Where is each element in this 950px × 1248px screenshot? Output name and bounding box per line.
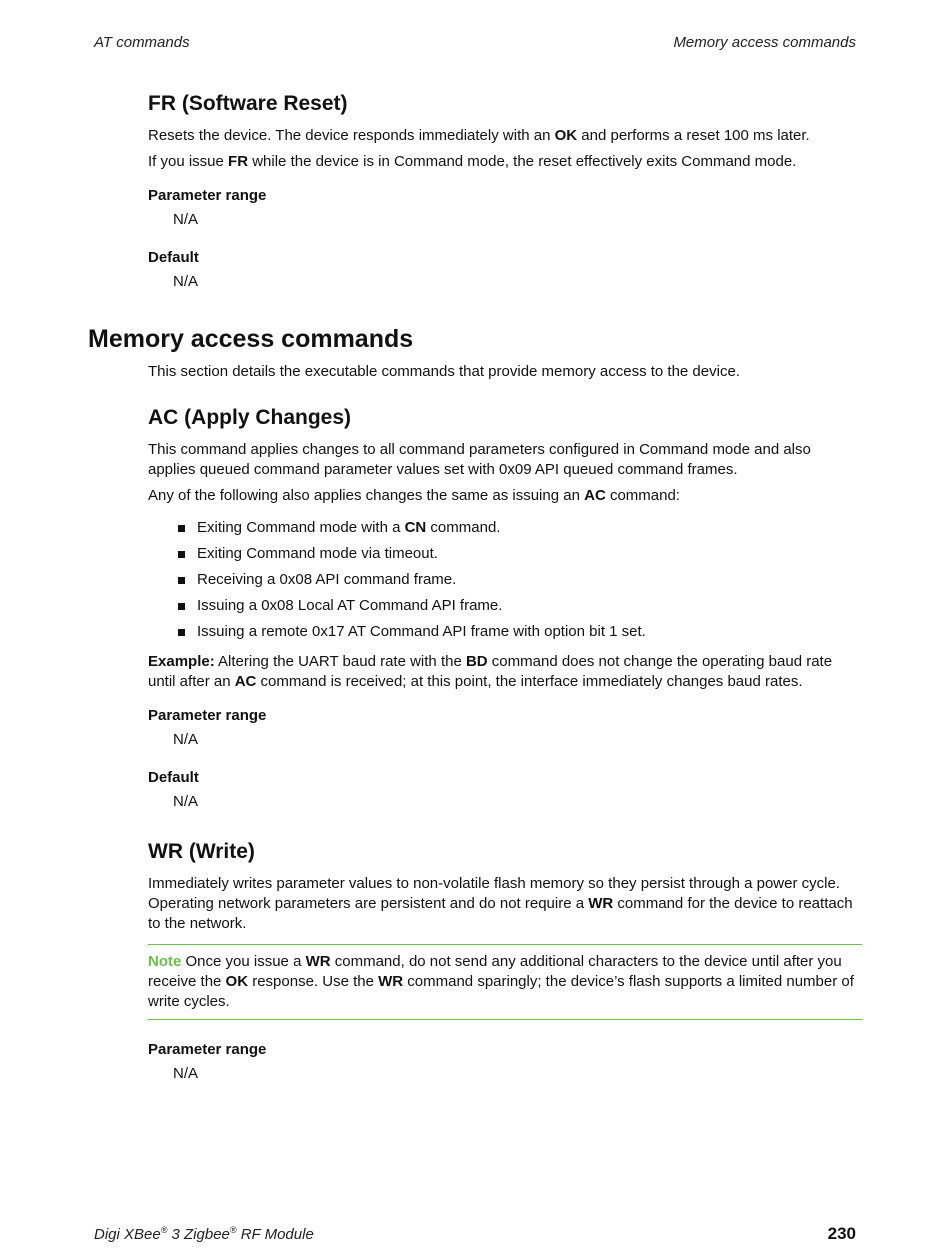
bullet-square-icon xyxy=(178,629,185,636)
bullet-square-icon xyxy=(178,577,185,584)
ac-default-value: N/A xyxy=(173,793,199,810)
ac-heading: AC (Apply Changes) xyxy=(148,406,352,429)
ac-default xyxy=(148,768,862,812)
list-item: Exiting Command mode via timeout. xyxy=(148,544,862,564)
bullet-square-icon xyxy=(178,603,185,610)
ac-bullet-list xyxy=(148,518,862,642)
footer-product-name: Digi XBee® 3 Zigbee® RF Module xyxy=(94,1225,314,1243)
list-item: Issuing a remote 0x17 AT Command API frame with option bit 1 set. xyxy=(148,622,862,642)
fr-section xyxy=(148,90,862,292)
bullet-square-icon xyxy=(178,551,185,558)
list-item: Receiving a 0x08 API command frame. xyxy=(148,570,862,590)
ac-section xyxy=(148,404,862,812)
wr-parameter-range xyxy=(148,1040,862,1084)
wr-paragraph-1: Immediately writes parameter values to non-volatile flash memory so they persist through a power cycle. Operating network parameters are persistent and do not require a WR command for the device to reattach to the network. xyxy=(148,875,853,932)
fr-paragraph-2: If you issue FR while the device is in Command mode, the reset effectively exits Command mode. xyxy=(148,153,797,170)
ac-default-label: Default xyxy=(148,769,199,786)
page-number: 230 xyxy=(827,1224,856,1243)
memory-section xyxy=(88,322,862,382)
wr-param-label: Parameter range xyxy=(148,1041,267,1058)
fr-default-value: N/A xyxy=(173,273,199,290)
memory-intro: This section details the executable commands that provide memory access to the device. xyxy=(148,363,740,380)
list-item: Exiting Command mode with a CN command. xyxy=(148,518,862,538)
memory-heading: Memory access commands xyxy=(88,325,414,353)
fr-heading: FR (Software Reset) xyxy=(148,92,348,115)
page-content xyxy=(88,90,862,1084)
fr-default xyxy=(148,248,862,292)
fr-paragraph-1: Resets the device. The device responds immediately with an OK and performs a reset 100 ms later. xyxy=(148,127,810,144)
list-item: Issuing a 0x08 Local AT Command API frame. xyxy=(148,596,862,616)
header-section: Memory access commands xyxy=(673,34,856,51)
bullet-square-icon xyxy=(178,525,185,532)
note-label: Note xyxy=(148,953,182,970)
wr-section xyxy=(148,838,862,1084)
ac-param-value: N/A xyxy=(173,731,199,748)
wr-param-value: N/A xyxy=(173,1065,199,1082)
fr-parameter-range xyxy=(148,186,862,230)
fr-default-label: Default xyxy=(148,249,199,266)
fr-param-value: N/A xyxy=(173,211,199,228)
ac-example: Example: Altering the UART baud rate with the BD command does not change the operating baud rate until after an AC command is received; at this point, the interface immediately changes baud rates. xyxy=(148,653,833,690)
ac-parameter-range xyxy=(148,706,862,750)
ac-param-label: Parameter range xyxy=(148,707,267,724)
wr-heading: WR (Write) xyxy=(148,840,255,863)
fr-param-label: Parameter range xyxy=(148,187,267,204)
ac-paragraph-1: This command applies changes to all command parameters configured in Command mode and also applies queued command parameter values set with 0x09 API queued command frames. xyxy=(148,441,811,478)
wr-note: Note Once you issue a WR command, do not send any additional characters to the device until after you receive the OK response. Use the WR command sparingly; the device’s flash supports a limited number of write cycles. xyxy=(148,944,862,1020)
header-chapter: AT commands xyxy=(94,34,190,51)
ac-paragraph-2: Any of the following also applies changes the same as issuing an AC command: xyxy=(148,487,680,504)
